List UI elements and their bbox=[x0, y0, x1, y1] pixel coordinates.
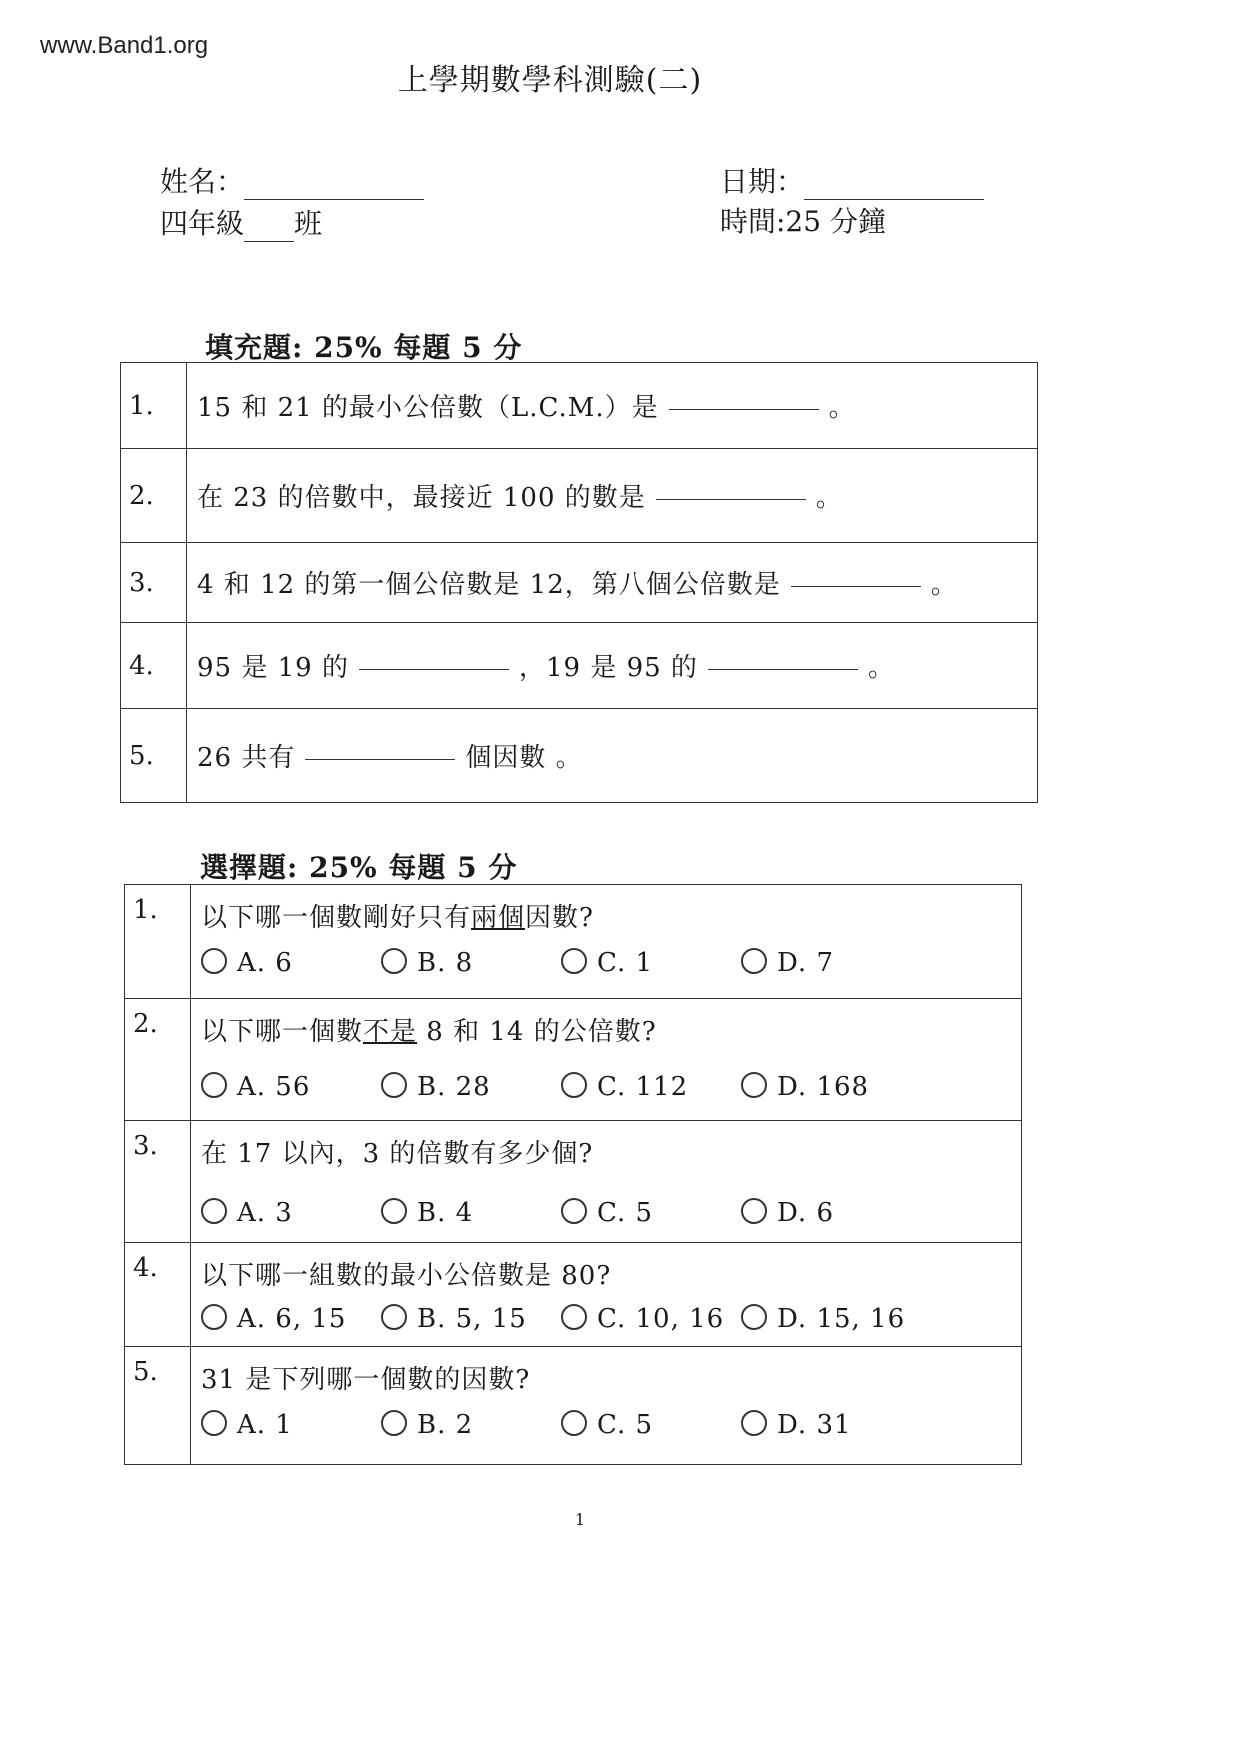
fill-text-end: 。 bbox=[828, 393, 856, 423]
question-part: 因數? bbox=[525, 903, 594, 933]
mcq-question bbox=[191, 1347, 1022, 1465]
answer-blank[interactable] bbox=[708, 668, 858, 670]
fill-text-end: 。 bbox=[930, 570, 958, 600]
name-row bbox=[160, 160, 424, 200]
option-a[interactable] bbox=[201, 948, 381, 978]
fill-question bbox=[187, 363, 1038, 449]
mcq-question bbox=[191, 1121, 1022, 1243]
option-label: D. 31 bbox=[777, 1410, 852, 1440]
option-b[interactable] bbox=[381, 948, 561, 978]
radio-circle-icon[interactable] bbox=[381, 1198, 407, 1224]
option-b[interactable] bbox=[381, 1304, 561, 1334]
name-field[interactable] bbox=[244, 199, 424, 200]
fill-question bbox=[187, 709, 1038, 803]
name-label: 姓名： bbox=[160, 165, 245, 198]
radio-circle-icon[interactable] bbox=[741, 1304, 767, 1330]
fill-row bbox=[121, 543, 1038, 623]
option-label: D. 7 bbox=[777, 948, 834, 978]
radio-circle-icon[interactable] bbox=[201, 1198, 227, 1224]
option-c[interactable] bbox=[561, 1198, 741, 1228]
mcq-question bbox=[191, 885, 1022, 999]
radio-circle-icon[interactable] bbox=[381, 1072, 407, 1098]
option-label: A. 6, 15 bbox=[237, 1304, 347, 1334]
radio-circle-icon[interactable] bbox=[201, 1072, 227, 1098]
question-emphasis: 不是 bbox=[363, 1017, 418, 1047]
option-a[interactable] bbox=[201, 1198, 381, 1228]
radio-circle-icon[interactable] bbox=[381, 1410, 407, 1436]
option-d[interactable] bbox=[741, 1198, 921, 1228]
option-label: A. 56 bbox=[237, 1072, 311, 1102]
option-label: D. 6 bbox=[777, 1198, 834, 1228]
fill-number: 3. bbox=[121, 543, 187, 623]
fill-number: 5. bbox=[121, 709, 187, 803]
mcq-row bbox=[125, 1243, 1022, 1347]
fill-row bbox=[121, 449, 1038, 543]
option-label: A. 3 bbox=[237, 1198, 293, 1228]
mcq-question bbox=[191, 999, 1022, 1121]
options bbox=[201, 1304, 1020, 1334]
option-label: C. 5 bbox=[597, 1198, 654, 1228]
question-part: 以下哪一個數剛好只有 bbox=[201, 903, 472, 933]
question-text bbox=[201, 1359, 1020, 1396]
question-part: 8 和 14 的公倍數? bbox=[417, 1017, 657, 1047]
radio-circle-icon[interactable] bbox=[381, 948, 407, 974]
options bbox=[201, 1410, 1020, 1440]
radio-circle-icon[interactable] bbox=[201, 1410, 227, 1436]
radio-circle-icon[interactable] bbox=[741, 1198, 767, 1224]
radio-circle-icon[interactable] bbox=[741, 1410, 767, 1436]
mcq-number: 2. bbox=[125, 999, 191, 1121]
option-c[interactable] bbox=[561, 948, 741, 978]
question-text bbox=[201, 1133, 1020, 1170]
date-row bbox=[720, 160, 984, 200]
fill-text: 在 23 的倍數中，最接近 100 的數是 bbox=[197, 483, 646, 513]
options bbox=[201, 1198, 1020, 1228]
radio-circle-icon[interactable] bbox=[561, 1198, 587, 1224]
fill-row bbox=[121, 363, 1038, 449]
fill-text: 15 和 21 的最小公倍數（L.C.M.）是 bbox=[197, 393, 659, 423]
answer-blank[interactable] bbox=[791, 585, 921, 587]
option-label: D. 15, 16 bbox=[777, 1304, 906, 1334]
radio-circle-icon[interactable] bbox=[561, 1304, 587, 1330]
question-emphasis: 兩個 bbox=[471, 903, 526, 933]
option-label: D. 168 bbox=[777, 1072, 870, 1102]
options bbox=[201, 948, 1020, 978]
option-label: C. 112 bbox=[597, 1072, 689, 1102]
fill-question bbox=[187, 623, 1038, 709]
answer-blank[interactable] bbox=[305, 758, 455, 760]
fill-text: 4 和 12 的第一個公倍數是 12，第八個公倍數是 bbox=[197, 570, 781, 600]
radio-circle-icon[interactable] bbox=[201, 948, 227, 974]
grade-row bbox=[160, 202, 322, 242]
option-label: A. 6 bbox=[237, 948, 293, 978]
option-label: C. 1 bbox=[597, 948, 654, 978]
fill-text-end: 。 bbox=[815, 483, 843, 513]
question-part: 31 是下列哪一個數的因數? bbox=[201, 1365, 531, 1395]
option-label: A. 1 bbox=[237, 1410, 293, 1440]
question-text bbox=[201, 1255, 1020, 1292]
mcq-row bbox=[125, 885, 1022, 999]
option-label: B. 28 bbox=[417, 1072, 491, 1102]
grade-label: 四年級 bbox=[160, 207, 245, 240]
fill-question bbox=[187, 543, 1038, 623]
fill-text: 26 共有 bbox=[197, 743, 296, 773]
class-label: 班 bbox=[294, 207, 323, 240]
fill-number: 4. bbox=[121, 623, 187, 709]
option-label: B. 4 bbox=[417, 1198, 474, 1228]
answer-blank[interactable] bbox=[656, 498, 806, 500]
option-c[interactable] bbox=[561, 1304, 741, 1334]
option-label: B. 2 bbox=[417, 1410, 474, 1440]
radio-circle-icon[interactable] bbox=[561, 1410, 587, 1436]
option-label: C. 5 bbox=[597, 1410, 654, 1440]
fill-text: 95 是 19 的 bbox=[197, 653, 349, 683]
question-text bbox=[201, 897, 1020, 934]
mcq-table bbox=[124, 884, 1022, 1465]
option-b[interactable] bbox=[381, 1198, 561, 1228]
option-label: B. 8 bbox=[417, 948, 474, 978]
mcq-number: 1. bbox=[125, 885, 191, 999]
date-label: 日期： bbox=[720, 165, 805, 198]
option-b[interactable] bbox=[381, 1072, 561, 1102]
fill-question bbox=[187, 449, 1038, 543]
radio-circle-icon[interactable] bbox=[561, 948, 587, 974]
mcq-row bbox=[125, 1347, 1022, 1465]
fill-row bbox=[121, 709, 1038, 803]
fill-row bbox=[121, 623, 1038, 709]
option-d[interactable] bbox=[741, 1410, 921, 1440]
page-title: 上學期數學科測驗(二) bbox=[397, 63, 703, 98]
fill-number: 2. bbox=[121, 449, 187, 543]
answer-blank[interactable] bbox=[359, 668, 509, 670]
option-a[interactable] bbox=[201, 1410, 381, 1440]
mcq-question bbox=[191, 1243, 1022, 1347]
option-d[interactable] bbox=[741, 948, 921, 978]
option-c[interactable] bbox=[561, 1410, 741, 1440]
option-d[interactable] bbox=[741, 1304, 921, 1334]
page-number: 1 bbox=[574, 1510, 586, 1529]
mcq-number: 4. bbox=[125, 1243, 191, 1347]
mcq-number: 3. bbox=[125, 1121, 191, 1243]
radio-circle-icon[interactable] bbox=[741, 948, 767, 974]
fill-section-title: 填充題: 25% 每題 5 分 bbox=[205, 331, 523, 364]
mcq-number: 5. bbox=[125, 1347, 191, 1465]
option-c[interactable] bbox=[561, 1072, 741, 1102]
option-a[interactable] bbox=[201, 1072, 381, 1102]
option-label: B. 5, 15 bbox=[417, 1304, 527, 1334]
option-b[interactable] bbox=[381, 1410, 561, 1440]
radio-circle-icon[interactable] bbox=[381, 1304, 407, 1330]
radio-circle-icon[interactable] bbox=[561, 1072, 587, 1098]
radio-circle-icon[interactable] bbox=[741, 1072, 767, 1098]
question-part: 以下哪一個數 bbox=[201, 1017, 364, 1047]
option-label: C. 10, 16 bbox=[597, 1304, 725, 1334]
watermark: www.Band1.org bbox=[40, 32, 209, 59]
options bbox=[201, 1072, 1020, 1102]
time-label: 時間:25 分鐘 bbox=[720, 205, 886, 238]
mcq-row bbox=[125, 999, 1022, 1121]
mcq-row bbox=[125, 1121, 1022, 1243]
radio-circle-icon[interactable] bbox=[201, 1304, 227, 1330]
class-field[interactable] bbox=[244, 241, 294, 242]
fill-text-mid: ，19 是 95 的 bbox=[518, 653, 698, 683]
option-d[interactable] bbox=[741, 1072, 921, 1102]
answer-blank[interactable] bbox=[669, 408, 819, 410]
mcq-section-title: 選擇題: 25% 每題 5 分 bbox=[200, 851, 518, 884]
fill-text-end: 個因數 。 bbox=[465, 743, 583, 773]
question-part: 在 17 以內，3 的倍數有多少個? bbox=[201, 1139, 594, 1169]
fill-text-end: 。 bbox=[867, 653, 895, 683]
fill-number: 1. bbox=[121, 363, 187, 449]
fill-table bbox=[120, 362, 1038, 803]
question-part: 以下哪一組數的最小公倍數是 80? bbox=[201, 1261, 612, 1291]
option-a[interactable] bbox=[201, 1304, 381, 1334]
question-text bbox=[201, 1011, 1020, 1048]
